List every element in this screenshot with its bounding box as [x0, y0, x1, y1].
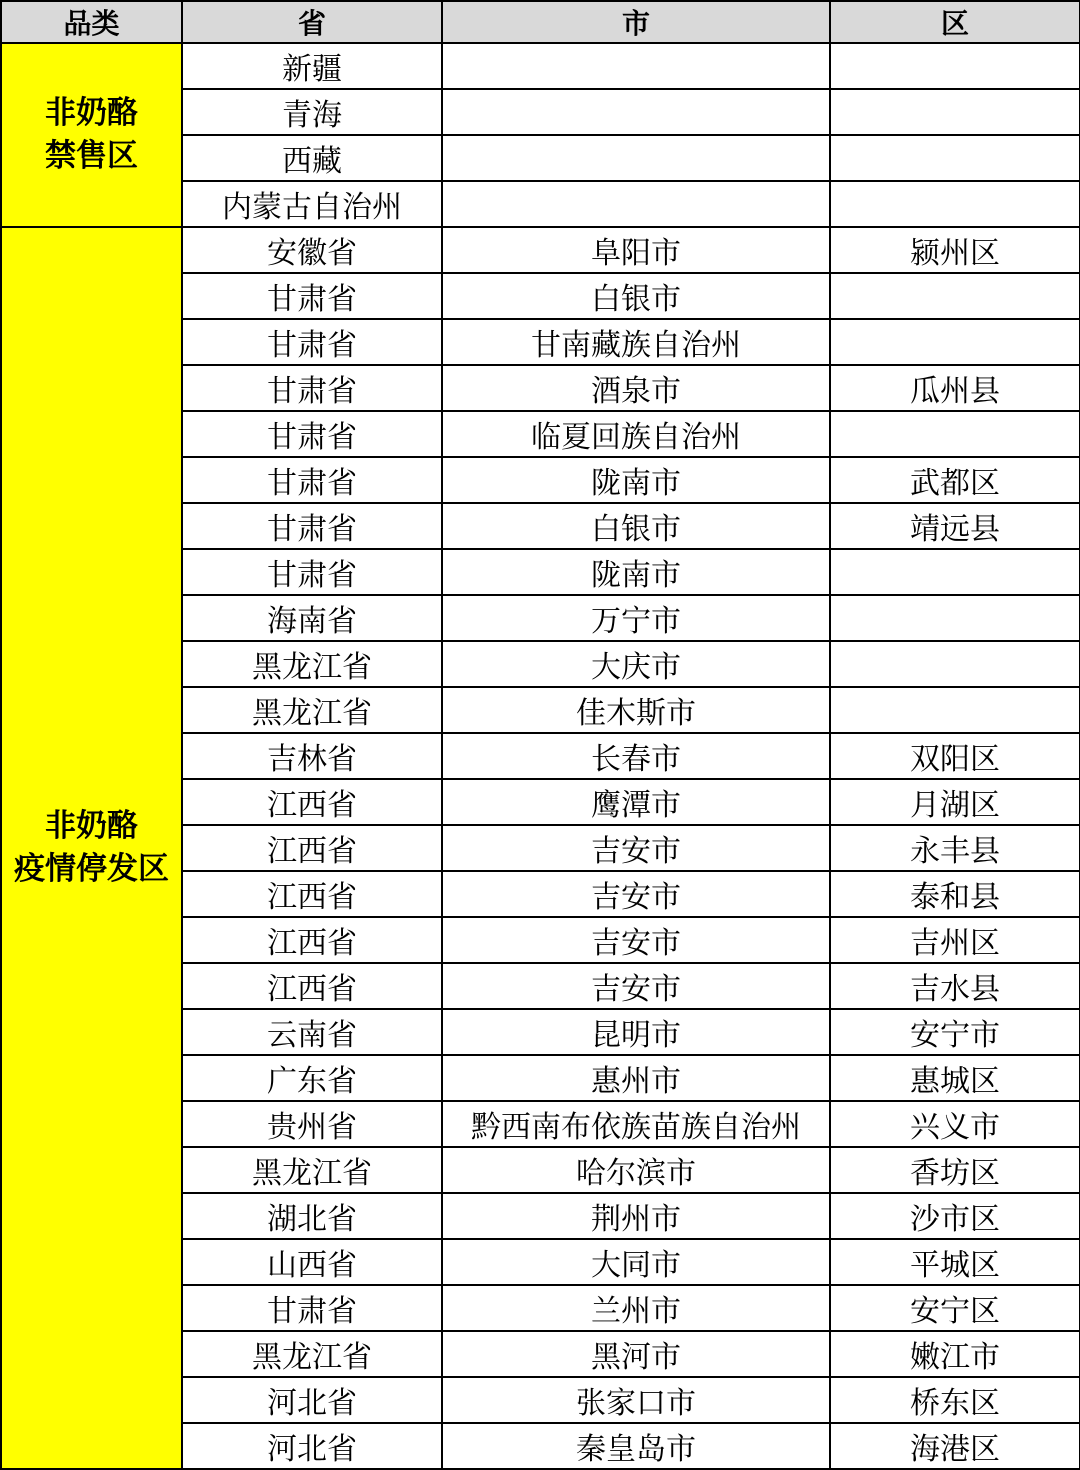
city-cell: 张家口市: [442, 1377, 830, 1423]
city-cell: 酒泉市: [442, 365, 830, 411]
city-cell: 荆州市: [442, 1193, 830, 1239]
header-category: 品类: [1, 1, 182, 43]
district-cell: 颍州区: [830, 227, 1080, 273]
district-cell: 月湖区: [830, 779, 1080, 825]
district-cell: 惠城区: [830, 1055, 1080, 1101]
header-province: 省: [182, 1, 442, 43]
district-cell: [830, 181, 1080, 227]
province-cell: 江西省: [182, 779, 442, 825]
table-row: [1, 227, 1080, 273]
city-cell: 鹰潭市: [442, 779, 830, 825]
city-cell: 万宁市: [442, 595, 830, 641]
city-cell: 秦皇岛市: [442, 1423, 830, 1469]
city-cell: 陇南市: [442, 457, 830, 503]
category-label-line: 非奶酪: [45, 808, 138, 845]
district-cell: 安宁市: [830, 1009, 1080, 1055]
city-cell: 长春市: [442, 733, 830, 779]
district-cell: 沙市区: [830, 1193, 1080, 1239]
district-cell: [830, 89, 1080, 135]
province-cell: 黑龙江省: [182, 641, 442, 687]
district-cell: 桥东区: [830, 1377, 1080, 1423]
province-cell: 西藏: [182, 135, 442, 181]
city-cell: 白银市: [442, 273, 830, 319]
province-cell: 黑龙江省: [182, 1331, 442, 1377]
district-cell: [830, 411, 1080, 457]
city-cell: 吉安市: [442, 825, 830, 871]
district-cell: 靖远县: [830, 503, 1080, 549]
province-cell: 山西省: [182, 1239, 442, 1285]
province-cell: 江西省: [182, 871, 442, 917]
district-cell: 平城区: [830, 1239, 1080, 1285]
province-cell: 新疆: [182, 43, 442, 89]
province-cell: 内蒙古自治州: [182, 181, 442, 227]
province-cell: 甘肃省: [182, 1285, 442, 1331]
district-cell: 双阳区: [830, 733, 1080, 779]
province-cell: 安徽省: [182, 227, 442, 273]
district-cell: [830, 595, 1080, 641]
district-cell: [830, 273, 1080, 319]
table-body: [1, 43, 1080, 1469]
district-cell: 泰和县: [830, 871, 1080, 917]
province-cell: 甘肃省: [182, 411, 442, 457]
province-cell: 广东省: [182, 1055, 442, 1101]
district-cell: 嫩江市: [830, 1331, 1080, 1377]
city-cell: 哈尔滨市: [442, 1147, 830, 1193]
header-row: [1, 1, 1080, 43]
category-label-line: 疫情停发区: [14, 851, 169, 887]
city-cell: 吉安市: [442, 917, 830, 963]
district-cell: [830, 43, 1080, 89]
city-cell: 白银市: [442, 503, 830, 549]
province-cell: 湖北省: [182, 1193, 442, 1239]
table-header: [1, 1, 1080, 43]
city-cell: 阜阳市: [442, 227, 830, 273]
city-cell: 大同市: [442, 1239, 830, 1285]
header-district: 区: [830, 1, 1080, 43]
province-cell: 青海: [182, 89, 442, 135]
city-cell: 黑河市: [442, 1331, 830, 1377]
city-cell: 黔西南布依族苗族自治州: [442, 1101, 830, 1147]
district-cell: 海港区: [830, 1423, 1080, 1469]
district-cell: 香坊区: [830, 1147, 1080, 1193]
province-cell: 甘肃省: [182, 457, 442, 503]
province-cell: 海南省: [182, 595, 442, 641]
district-cell: 永丰县: [830, 825, 1080, 871]
district-cell: 兴义市: [830, 1101, 1080, 1147]
province-cell: 甘肃省: [182, 273, 442, 319]
district-cell: [830, 687, 1080, 733]
province-cell: 河北省: [182, 1423, 442, 1469]
city-cell: [442, 181, 830, 227]
district-cell: 瓜州县: [830, 365, 1080, 411]
province-cell: 云南省: [182, 1009, 442, 1055]
table-row: [1, 43, 1080, 89]
province-cell: 河北省: [182, 1377, 442, 1423]
city-cell: 吉安市: [442, 963, 830, 1009]
city-cell: 甘南藏族自治州: [442, 319, 830, 365]
district-cell: 吉州区: [830, 917, 1080, 963]
city-cell: 陇南市: [442, 549, 830, 595]
province-cell: 甘肃省: [182, 549, 442, 595]
header-city: 市: [442, 1, 830, 43]
city-cell: 大庆市: [442, 641, 830, 687]
district-cell: [830, 641, 1080, 687]
province-cell: 黑龙江省: [182, 687, 442, 733]
province-cell: 贵州省: [182, 1101, 442, 1147]
category-label-line: 禁售区: [45, 138, 138, 174]
province-cell: 江西省: [182, 825, 442, 871]
district-cell: 吉水县: [830, 963, 1080, 1009]
city-cell: 惠州市: [442, 1055, 830, 1101]
category-label-line: 非奶酪: [45, 95, 138, 132]
province-cell: 江西省: [182, 917, 442, 963]
city-cell: 佳木斯市: [442, 687, 830, 733]
province-cell: 黑龙江省: [182, 1147, 442, 1193]
province-cell: 江西省: [182, 963, 442, 1009]
province-cell: 吉林省: [182, 733, 442, 779]
district-cell: 武都区: [830, 457, 1080, 503]
city-cell: 昆明市: [442, 1009, 830, 1055]
category-cell: [1, 43, 182, 227]
city-cell: 兰州市: [442, 1285, 830, 1331]
city-cell: [442, 135, 830, 181]
province-cell: 甘肃省: [182, 319, 442, 365]
district-cell: 安宁区: [830, 1285, 1080, 1331]
province-cell: 甘肃省: [182, 365, 442, 411]
city-cell: 临夏回族自治州: [442, 411, 830, 457]
city-cell: 吉安市: [442, 871, 830, 917]
district-cell: [830, 549, 1080, 595]
district-cell: [830, 319, 1080, 365]
category-cell: [1, 227, 182, 1469]
city-cell: [442, 89, 830, 135]
district-cell: [830, 135, 1080, 181]
city-cell: [442, 43, 830, 89]
province-cell: 甘肃省: [182, 503, 442, 549]
